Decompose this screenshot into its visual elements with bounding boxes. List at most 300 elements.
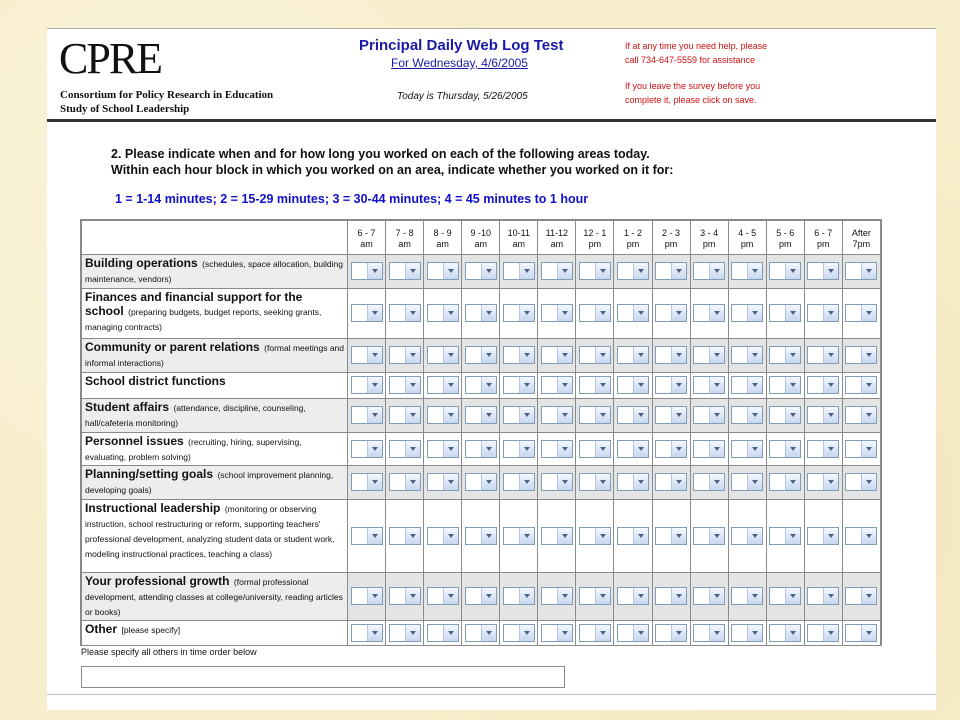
chevron-down-icon[interactable] [595,347,610,363]
duration-dropdown[interactable] [465,376,497,394]
duration-dropdown[interactable] [427,406,459,424]
duration-dropdown[interactable] [541,262,573,280]
chevron-down-icon[interactable] [557,441,572,457]
duration-dropdown[interactable] [807,262,839,280]
duration-dropdown[interactable] [389,346,421,364]
chevron-down-icon[interactable] [443,377,458,393]
duration-dropdown[interactable] [389,587,421,605]
duration-dropdown[interactable] [503,346,535,364]
chevron-down-icon[interactable] [823,305,838,321]
chevron-down-icon[interactable] [481,347,496,363]
duration-dropdown[interactable] [427,440,459,458]
chevron-down-icon[interactable] [785,528,800,544]
chevron-down-icon[interactable] [405,588,420,604]
duration-dropdown[interactable] [731,473,763,491]
duration-dropdown[interactable] [617,527,649,545]
duration-dropdown[interactable] [389,440,421,458]
duration-dropdown[interactable] [427,527,459,545]
chevron-down-icon[interactable] [785,625,800,641]
duration-dropdown[interactable] [655,440,687,458]
duration-dropdown[interactable] [731,406,763,424]
chevron-down-icon[interactable] [861,347,876,363]
duration-dropdown[interactable] [845,262,877,280]
chevron-down-icon[interactable] [481,407,496,423]
chevron-down-icon[interactable] [823,625,838,641]
activity-label [82,621,348,646]
chevron-down-icon[interactable] [519,474,534,490]
chevron-down-icon[interactable] [481,625,496,641]
chevron-down-icon[interactable] [595,305,610,321]
time-period: am [474,238,487,249]
chevron-down-icon[interactable] [557,407,572,423]
duration-dropdown[interactable] [731,624,763,642]
duration-dropdown[interactable] [503,304,535,322]
chevron-down-icon[interactable] [481,377,496,393]
duration-dropdown[interactable] [655,346,687,364]
chevron-down-icon[interactable] [671,474,686,490]
duration-dropdown[interactable] [731,587,763,605]
duration-dropdown[interactable] [465,406,497,424]
duration-dropdown[interactable] [503,587,535,605]
chevron-down-icon[interactable] [367,407,382,423]
duration-dropdown[interactable] [693,262,725,280]
chevron-down-icon[interactable] [671,588,686,604]
duration-dropdown[interactable] [769,346,801,364]
specify-others-input[interactable] [81,666,565,688]
chevron-down-icon[interactable] [633,263,648,279]
duration-dropdown[interactable] [769,406,801,424]
chevron-down-icon[interactable] [633,347,648,363]
duration-dropdown[interactable] [503,376,535,394]
duration-dropdown[interactable] [731,346,763,364]
chevron-down-icon[interactable] [367,625,382,641]
chevron-down-icon[interactable] [595,528,610,544]
duration-dropdown[interactable] [655,304,687,322]
chevron-down-icon[interactable] [405,441,420,457]
duration-dropdown[interactable] [465,587,497,605]
chevron-down-icon[interactable] [823,474,838,490]
duration-dropdown[interactable] [731,304,763,322]
duration-dropdown[interactable] [655,262,687,280]
duration-dropdown[interactable] [731,527,763,545]
chevron-down-icon[interactable] [861,528,876,544]
duration-cell [424,289,462,339]
chevron-down-icon[interactable] [557,347,572,363]
duration-dropdown[interactable] [427,624,459,642]
duration-dropdown[interactable] [807,587,839,605]
duration-dropdown[interactable] [693,406,725,424]
duration-dropdown[interactable] [655,473,687,491]
duration-dropdown[interactable] [579,406,611,424]
chevron-down-icon[interactable] [671,347,686,363]
chevron-down-icon[interactable] [785,407,800,423]
duration-dropdown[interactable] [351,473,383,491]
duration-dropdown[interactable] [465,262,497,280]
duration-dropdown[interactable] [845,587,877,605]
chevron-down-icon[interactable] [861,474,876,490]
duration-dropdown[interactable] [541,376,573,394]
chevron-down-icon[interactable] [785,263,800,279]
chevron-down-icon[interactable] [861,625,876,641]
chevron-down-icon[interactable] [519,347,534,363]
duration-dropdown[interactable] [617,304,649,322]
chevron-down-icon[interactable] [481,474,496,490]
duration-dropdown[interactable] [845,440,877,458]
chevron-down-icon[interactable] [557,588,572,604]
chevron-down-icon[interactable] [861,263,876,279]
chevron-down-icon[interactable] [633,625,648,641]
chevron-down-icon[interactable] [709,263,724,279]
duration-dropdown[interactable] [769,376,801,394]
duration-dropdown[interactable] [427,473,459,491]
chevron-down-icon[interactable] [557,377,572,393]
chevron-down-icon[interactable] [519,407,534,423]
chevron-down-icon[interactable] [709,407,724,423]
duration-dropdown[interactable] [427,346,459,364]
chevron-down-icon[interactable] [633,474,648,490]
chevron-down-icon[interactable] [443,474,458,490]
chevron-down-icon[interactable] [709,377,724,393]
chevron-down-icon[interactable] [443,263,458,279]
duration-dropdown[interactable] [579,376,611,394]
chevron-down-icon[interactable] [367,588,382,604]
chevron-down-icon[interactable] [595,377,610,393]
duration-dropdown[interactable] [389,406,421,424]
chevron-down-icon[interactable] [823,263,838,279]
chevron-down-icon[interactable] [633,441,648,457]
duration-dropdown[interactable] [617,346,649,364]
chevron-down-icon[interactable] [595,474,610,490]
duration-dropdown[interactable] [807,473,839,491]
chevron-down-icon[interactable] [519,377,534,393]
chevron-down-icon[interactable] [595,625,610,641]
duration-dropdown[interactable] [503,473,535,491]
duration-dropdown[interactable] [351,527,383,545]
duration-dropdown[interactable] [693,376,725,394]
chevron-down-icon[interactable] [557,305,572,321]
duration-dropdown[interactable] [579,527,611,545]
chevron-down-icon[interactable] [671,377,686,393]
duration-dropdown[interactable] [769,473,801,491]
duration-cell [500,573,538,621]
duration-dropdown[interactable] [465,346,497,364]
duration-cell [424,255,462,289]
chevron-down-icon[interactable] [823,528,838,544]
duration-dropdown[interactable] [541,346,573,364]
chevron-down-icon[interactable] [785,441,800,457]
duration-dropdown[interactable] [465,473,497,491]
duration-dropdown[interactable] [617,587,649,605]
chevron-down-icon[interactable] [861,441,876,457]
chevron-down-icon[interactable] [823,347,838,363]
chevron-down-icon[interactable] [671,305,686,321]
duration-dropdown[interactable] [807,527,839,545]
duration-dropdown[interactable] [693,624,725,642]
duration-dropdown[interactable] [351,406,383,424]
duration-dropdown[interactable] [693,440,725,458]
duration-dropdown[interactable] [427,262,459,280]
chevron-down-icon[interactable] [785,588,800,604]
duration-dropdown[interactable] [693,527,725,545]
chevron-down-icon[interactable] [595,441,610,457]
duration-cell [576,433,614,466]
duration-dropdown[interactable] [731,262,763,280]
time-period: am [398,238,411,249]
duration-cell [462,573,500,621]
chevron-down-icon[interactable] [823,588,838,604]
chevron-down-icon[interactable] [709,347,724,363]
chevron-down-icon[interactable] [785,377,800,393]
duration-cell [728,373,766,399]
chevron-down-icon[interactable] [519,441,534,457]
chevron-down-icon[interactable] [747,474,762,490]
duration-dropdown[interactable] [503,527,535,545]
duration-cell [538,466,576,500]
duration-dropdown[interactable] [579,346,611,364]
duration-dropdown[interactable] [503,262,535,280]
chevron-down-icon[interactable] [557,263,572,279]
chevron-down-icon[interactable] [747,305,762,321]
chevron-down-icon[interactable] [747,407,762,423]
duration-dropdown[interactable] [541,527,573,545]
chevron-down-icon[interactable] [519,305,534,321]
chevron-down-icon[interactable] [709,588,724,604]
duration-cell [804,573,842,621]
duration-dropdown[interactable] [465,304,497,322]
duration-dropdown[interactable] [617,406,649,424]
chevron-down-icon[interactable] [367,305,382,321]
chevron-down-icon[interactable] [405,263,420,279]
duration-dropdown[interactable] [617,440,649,458]
chevron-down-icon[interactable] [405,407,420,423]
chevron-down-icon[interactable] [367,263,382,279]
chevron-down-icon[interactable] [823,441,838,457]
duration-dropdown[interactable] [579,304,611,322]
duration-dropdown[interactable] [693,304,725,322]
chevron-down-icon[interactable] [481,263,496,279]
chevron-down-icon[interactable] [443,407,458,423]
chevron-down-icon[interactable] [633,377,648,393]
chevron-down-icon[interactable] [519,625,534,641]
chevron-down-icon[interactable] [633,588,648,604]
chevron-down-icon[interactable] [747,625,762,641]
duration-dropdown[interactable] [617,376,649,394]
duration-dropdown[interactable] [541,304,573,322]
duration-cell [614,255,652,289]
duration-dropdown[interactable] [389,624,421,642]
duration-dropdown[interactable] [351,376,383,394]
duration-dropdown[interactable] [655,406,687,424]
chevron-down-icon[interactable] [557,625,572,641]
chevron-down-icon[interactable] [443,625,458,641]
chevron-down-icon[interactable] [709,528,724,544]
duration-dropdown[interactable] [845,406,877,424]
chevron-down-icon[interactable] [367,528,382,544]
chevron-down-icon[interactable] [709,441,724,457]
chevron-down-icon[interactable] [405,528,420,544]
duration-dropdown[interactable] [693,346,725,364]
chevron-down-icon[interactable] [823,407,838,423]
duration-dropdown[interactable] [617,262,649,280]
chevron-down-icon[interactable] [671,625,686,641]
chevron-down-icon[interactable] [443,441,458,457]
duration-dropdown[interactable] [541,440,573,458]
chevron-down-icon[interactable] [367,441,382,457]
chevron-down-icon[interactable] [481,528,496,544]
chevron-down-icon[interactable] [671,441,686,457]
chevron-down-icon[interactable] [671,528,686,544]
chevron-down-icon[interactable] [595,588,610,604]
chevron-down-icon[interactable] [443,588,458,604]
duration-cell [500,399,538,433]
duration-dropdown[interactable] [617,473,649,491]
chevron-down-icon[interactable] [633,528,648,544]
duration-dropdown[interactable] [503,440,535,458]
time-range: 2 - 3 [662,227,681,238]
chevron-down-icon[interactable] [595,263,610,279]
duration-dropdown[interactable] [503,624,535,642]
duration-dropdown[interactable] [351,346,383,364]
duration-dropdown[interactable] [389,304,421,322]
duration-dropdown[interactable] [769,262,801,280]
chevron-down-icon[interactable] [709,625,724,641]
chevron-down-icon[interactable] [405,625,420,641]
chevron-down-icon[interactable] [861,588,876,604]
chevron-down-icon[interactable] [519,263,534,279]
chevron-down-icon[interactable] [861,377,876,393]
time-column-header [652,221,690,255]
chevron-down-icon[interactable] [747,347,762,363]
duration-dropdown[interactable] [541,624,573,642]
duration-dropdown[interactable] [807,624,839,642]
chevron-down-icon[interactable] [405,377,420,393]
chevron-down-icon[interactable] [785,347,800,363]
chevron-down-icon[interactable] [785,474,800,490]
chevron-down-icon[interactable] [405,474,420,490]
chevron-down-icon[interactable] [367,347,382,363]
duration-dropdown[interactable] [845,376,877,394]
duration-dropdown[interactable] [845,304,877,322]
duration-dropdown[interactable] [769,527,801,545]
duration-dropdown[interactable] [579,587,611,605]
duration-dropdown[interactable] [807,304,839,322]
chevron-down-icon[interactable] [823,377,838,393]
duration-dropdown[interactable] [807,406,839,424]
duration-dropdown[interactable] [731,440,763,458]
chevron-down-icon[interactable] [747,588,762,604]
chevron-down-icon[interactable] [367,474,382,490]
duration-dropdown[interactable] [845,346,877,364]
duration-dropdown[interactable] [541,473,573,491]
chevron-down-icon[interactable] [481,588,496,604]
chevron-down-icon[interactable] [557,528,572,544]
chevron-down-icon[interactable] [405,347,420,363]
chevron-down-icon[interactable] [747,377,762,393]
duration-dropdown[interactable] [617,624,649,642]
duration-dropdown[interactable] [351,440,383,458]
duration-dropdown[interactable] [465,527,497,545]
chevron-down-icon[interactable] [709,305,724,321]
duration-dropdown[interactable] [693,587,725,605]
duration-dropdown[interactable] [579,262,611,280]
duration-dropdown[interactable] [845,624,877,642]
duration-dropdown[interactable] [351,587,383,605]
duration-dropdown[interactable] [579,440,611,458]
chevron-down-icon[interactable] [443,347,458,363]
chevron-down-icon[interactable] [671,263,686,279]
duration-dropdown[interactable] [807,440,839,458]
activity-label [82,466,348,500]
chevron-down-icon[interactable] [785,305,800,321]
log-date-link[interactable]: For Wednesday, 4/6/2005 [391,56,528,70]
duration-dropdown[interactable] [579,473,611,491]
chevron-down-icon[interactable] [519,528,534,544]
duration-dropdown[interactable] [389,473,421,491]
duration-dropdown[interactable] [693,473,725,491]
duration-dropdown[interactable] [769,304,801,322]
chevron-down-icon[interactable] [709,474,724,490]
duration-cell [652,500,690,573]
duration-dropdown[interactable] [845,527,877,545]
duration-dropdown[interactable] [769,587,801,605]
duration-dropdown[interactable] [731,376,763,394]
duration-dropdown[interactable] [579,624,611,642]
chevron-down-icon[interactable] [443,528,458,544]
chevron-down-icon[interactable] [747,441,762,457]
chevron-down-icon[interactable] [747,263,762,279]
duration-dropdown[interactable] [655,376,687,394]
chevron-down-icon[interactable] [443,305,458,321]
chevron-down-icon[interactable] [519,588,534,604]
chevron-down-icon[interactable] [367,377,382,393]
duration-dropdown[interactable] [655,527,687,545]
duration-dropdown[interactable] [769,624,801,642]
chevron-down-icon[interactable] [633,305,648,321]
chevron-down-icon[interactable] [405,305,420,321]
chevron-down-icon[interactable] [557,474,572,490]
duration-dropdown[interactable] [427,376,459,394]
duration-dropdown[interactable] [351,304,383,322]
duration-dropdown[interactable] [351,262,383,280]
duration-dropdown[interactable] [351,624,383,642]
duration-cell [690,433,728,466]
duration-dropdown[interactable] [807,376,839,394]
duration-dropdown[interactable] [541,587,573,605]
duration-dropdown[interactable] [427,587,459,605]
chevron-down-icon[interactable] [671,407,686,423]
duration-dropdown[interactable] [541,406,573,424]
duration-dropdown[interactable] [389,262,421,280]
chevron-down-icon[interactable] [747,528,762,544]
duration-dropdown[interactable] [655,624,687,642]
chevron-down-icon[interactable] [861,305,876,321]
chevron-down-icon[interactable] [481,305,496,321]
chevron-down-icon[interactable] [595,407,610,423]
chevron-down-icon[interactable] [861,407,876,423]
duration-dropdown[interactable] [389,376,421,394]
duration-dropdown[interactable] [769,440,801,458]
duration-dropdown[interactable] [465,440,497,458]
duration-dropdown[interactable] [807,346,839,364]
chevron-down-icon[interactable] [481,441,496,457]
duration-dropdown[interactable] [503,406,535,424]
duration-dropdown[interactable] [845,473,877,491]
chevron-down-icon[interactable] [633,407,648,423]
duration-dropdown[interactable] [465,624,497,642]
duration-dropdown[interactable] [427,304,459,322]
duration-dropdown[interactable] [655,587,687,605]
duration-dropdown[interactable] [389,527,421,545]
